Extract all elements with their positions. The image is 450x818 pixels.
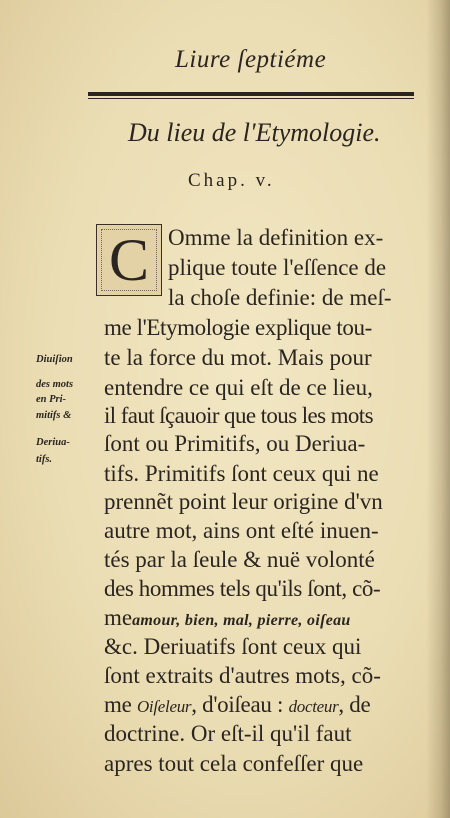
text-line: tés par la ſeule & nuë volonté (104, 547, 375, 572)
margin-note-line: Deriua- (36, 437, 70, 448)
italic-word: Oiſeleur (136, 697, 192, 716)
text-line: plique toute l'eſſence de (168, 255, 387, 280)
margin-note-line: mitifs & (36, 410, 72, 421)
page-gutter-shadow (426, 0, 450, 818)
text-fragment: , d'oiſeau : (191, 692, 284, 717)
text-line: te la force du mot. Mais pour (104, 345, 372, 370)
text-line (104, 606, 351, 629)
running-head: Liure ſeptiéme (175, 46, 327, 73)
text-line: &c. Deriuatifs ſont ceux qui (104, 634, 362, 659)
text-line: ſont ou Primitifs, ou Deriua- (104, 431, 366, 456)
text-line-start: me (104, 605, 133, 630)
margin-note-line: Diuiſion (36, 354, 73, 365)
text-line: autre mot, ains ont eſté inuen- (104, 518, 379, 543)
text-line: prennẽt point leur origine d'vn (104, 489, 383, 514)
drop-cap-initial: C (96, 224, 162, 296)
header-rule-thick (88, 92, 414, 96)
text-line: ſont extraits d'autres mots, cõ- (104, 663, 381, 688)
chapter-title: Du lieu de l'Etymologie. (128, 118, 381, 147)
text-line: entendre ce qui eſt de ce lieu, (104, 375, 373, 400)
text-line-start: me (104, 692, 132, 717)
text-line (104, 693, 370, 716)
text-line: il faut ſçauoir que tous les mots (104, 403, 373, 428)
text-line: Omme la definition ex- (168, 225, 384, 250)
text-line: apres tout cela confeſſer que (104, 751, 364, 776)
text-line: la choſe definie: de meſ- (168, 285, 392, 310)
text-line: des hommes tels qu'ils ſont, cõ- (104, 576, 381, 601)
margin-note-line: en Pri- (36, 394, 67, 405)
text-line: me l'Etymologie explique tou- (104, 315, 372, 340)
chapter-number: Chap. v. (188, 170, 275, 191)
margin-note-line: des mots (36, 379, 74, 390)
italic-examples: amour, bien, mal, pierre, oiſeau (132, 612, 351, 629)
text-line: tifs. Primitifs ſont ceux qui ne (104, 461, 379, 486)
italic-word: docteur (288, 697, 339, 716)
text-line: doctrine. Or eſt-il qu'il faut (104, 721, 352, 746)
header-rule-thin (88, 98, 414, 99)
margin-note-line: tifs. (36, 454, 53, 465)
text-fragment: , de (338, 692, 371, 717)
